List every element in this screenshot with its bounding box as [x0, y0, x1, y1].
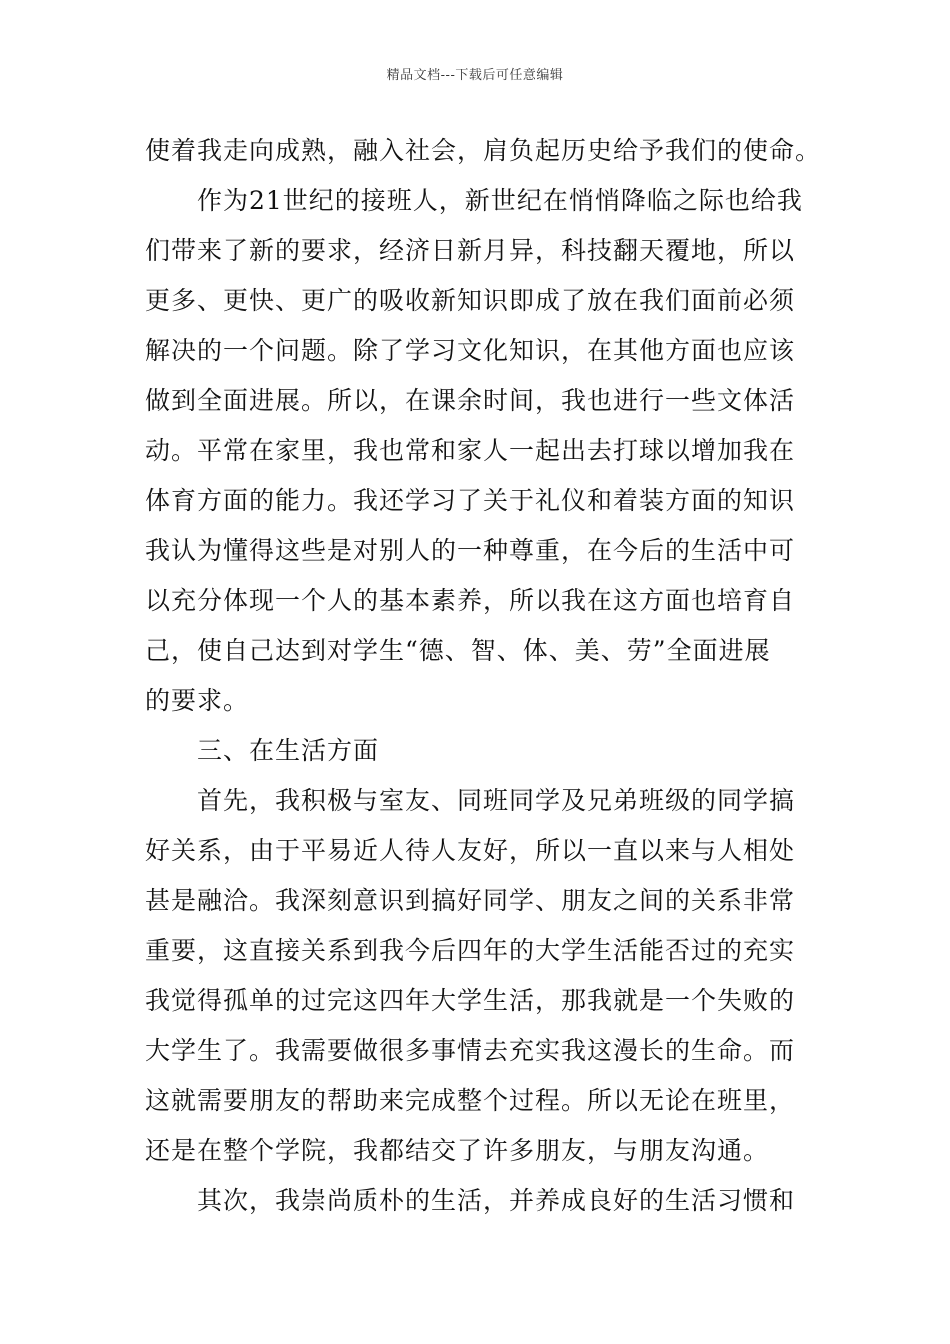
text-line: 好关系，由于平易近人待人友好，所以一直以来与人相处 [145, 836, 796, 865]
text-line: 其次，我崇尚质朴的生活，并养成良好的生活习惯和 [197, 1186, 796, 1215]
text-line: 甚是融洽。我深刻意识到搞好同学、朋友之间的关系非常 [145, 886, 796, 915]
page-header: 精品文档---下载后可任意编辑 [386, 68, 564, 83]
text-line: 动。平常在家里，我也常和家人一起出去打球以增加我在 [145, 436, 796, 465]
text-line: 重要，这直接关系到我今后四年的大学生活能否过的充实 [145, 936, 796, 965]
text-line: 更多、更快、更广的吸收新知识即成了放在我们面前必须 [145, 286, 796, 315]
text-line: 们带来了新的要求，经济日新月异，科技翻天覆地，所以 [145, 236, 796, 265]
text-line: 己，使自己达到对学生“德、智、体、美、劳”全面进展 [145, 636, 771, 665]
text-line: 以充分体现一个人的基本素养，所以我在这方面也培育自 [145, 586, 796, 615]
text-line: 解决的一个问题。除了学习文化知识，在其他方面也应该 [145, 336, 796, 365]
text-line: 大学生了。我需要做很多事情去充实我这漫长的生命。而 [145, 1036, 796, 1065]
text-line: 这就需要朋友的帮助来完成整个过程。所以无论在班里， [145, 1086, 796, 1115]
text-line: 首先，我积极与室友、同班同学及兄弟班级的同学搞 [197, 786, 796, 815]
text-line: 还是在整个学院，我都结交了许多朋友，与朋友沟通。 [145, 1136, 770, 1165]
text-line: 的要求。 [145, 686, 250, 715]
text-line: 我觉得孤单的过完这四年大学生活，那我就是一个失败的 [145, 986, 796, 1015]
text-line: 作为21世纪的接班人，新世纪在悄悄降临之际也给我 [197, 186, 803, 215]
text-line: 做到全面进展。所以，在课余时间，我也进行一些文体活 [145, 386, 796, 415]
document-body [145, 126, 822, 1226]
text-line: 使着我走向成熟，融入社会，肩负起历史给予我们的使命。 [145, 136, 822, 165]
text-line: 体育方面的能力。我还学习了关于礼仪和着装方面的知识 [145, 486, 796, 515]
section-heading: 三、在生活方面 [197, 736, 380, 765]
text-line: 我认为懂得这些是对别人的一种尊重，在今后的生活中可 [145, 536, 796, 565]
